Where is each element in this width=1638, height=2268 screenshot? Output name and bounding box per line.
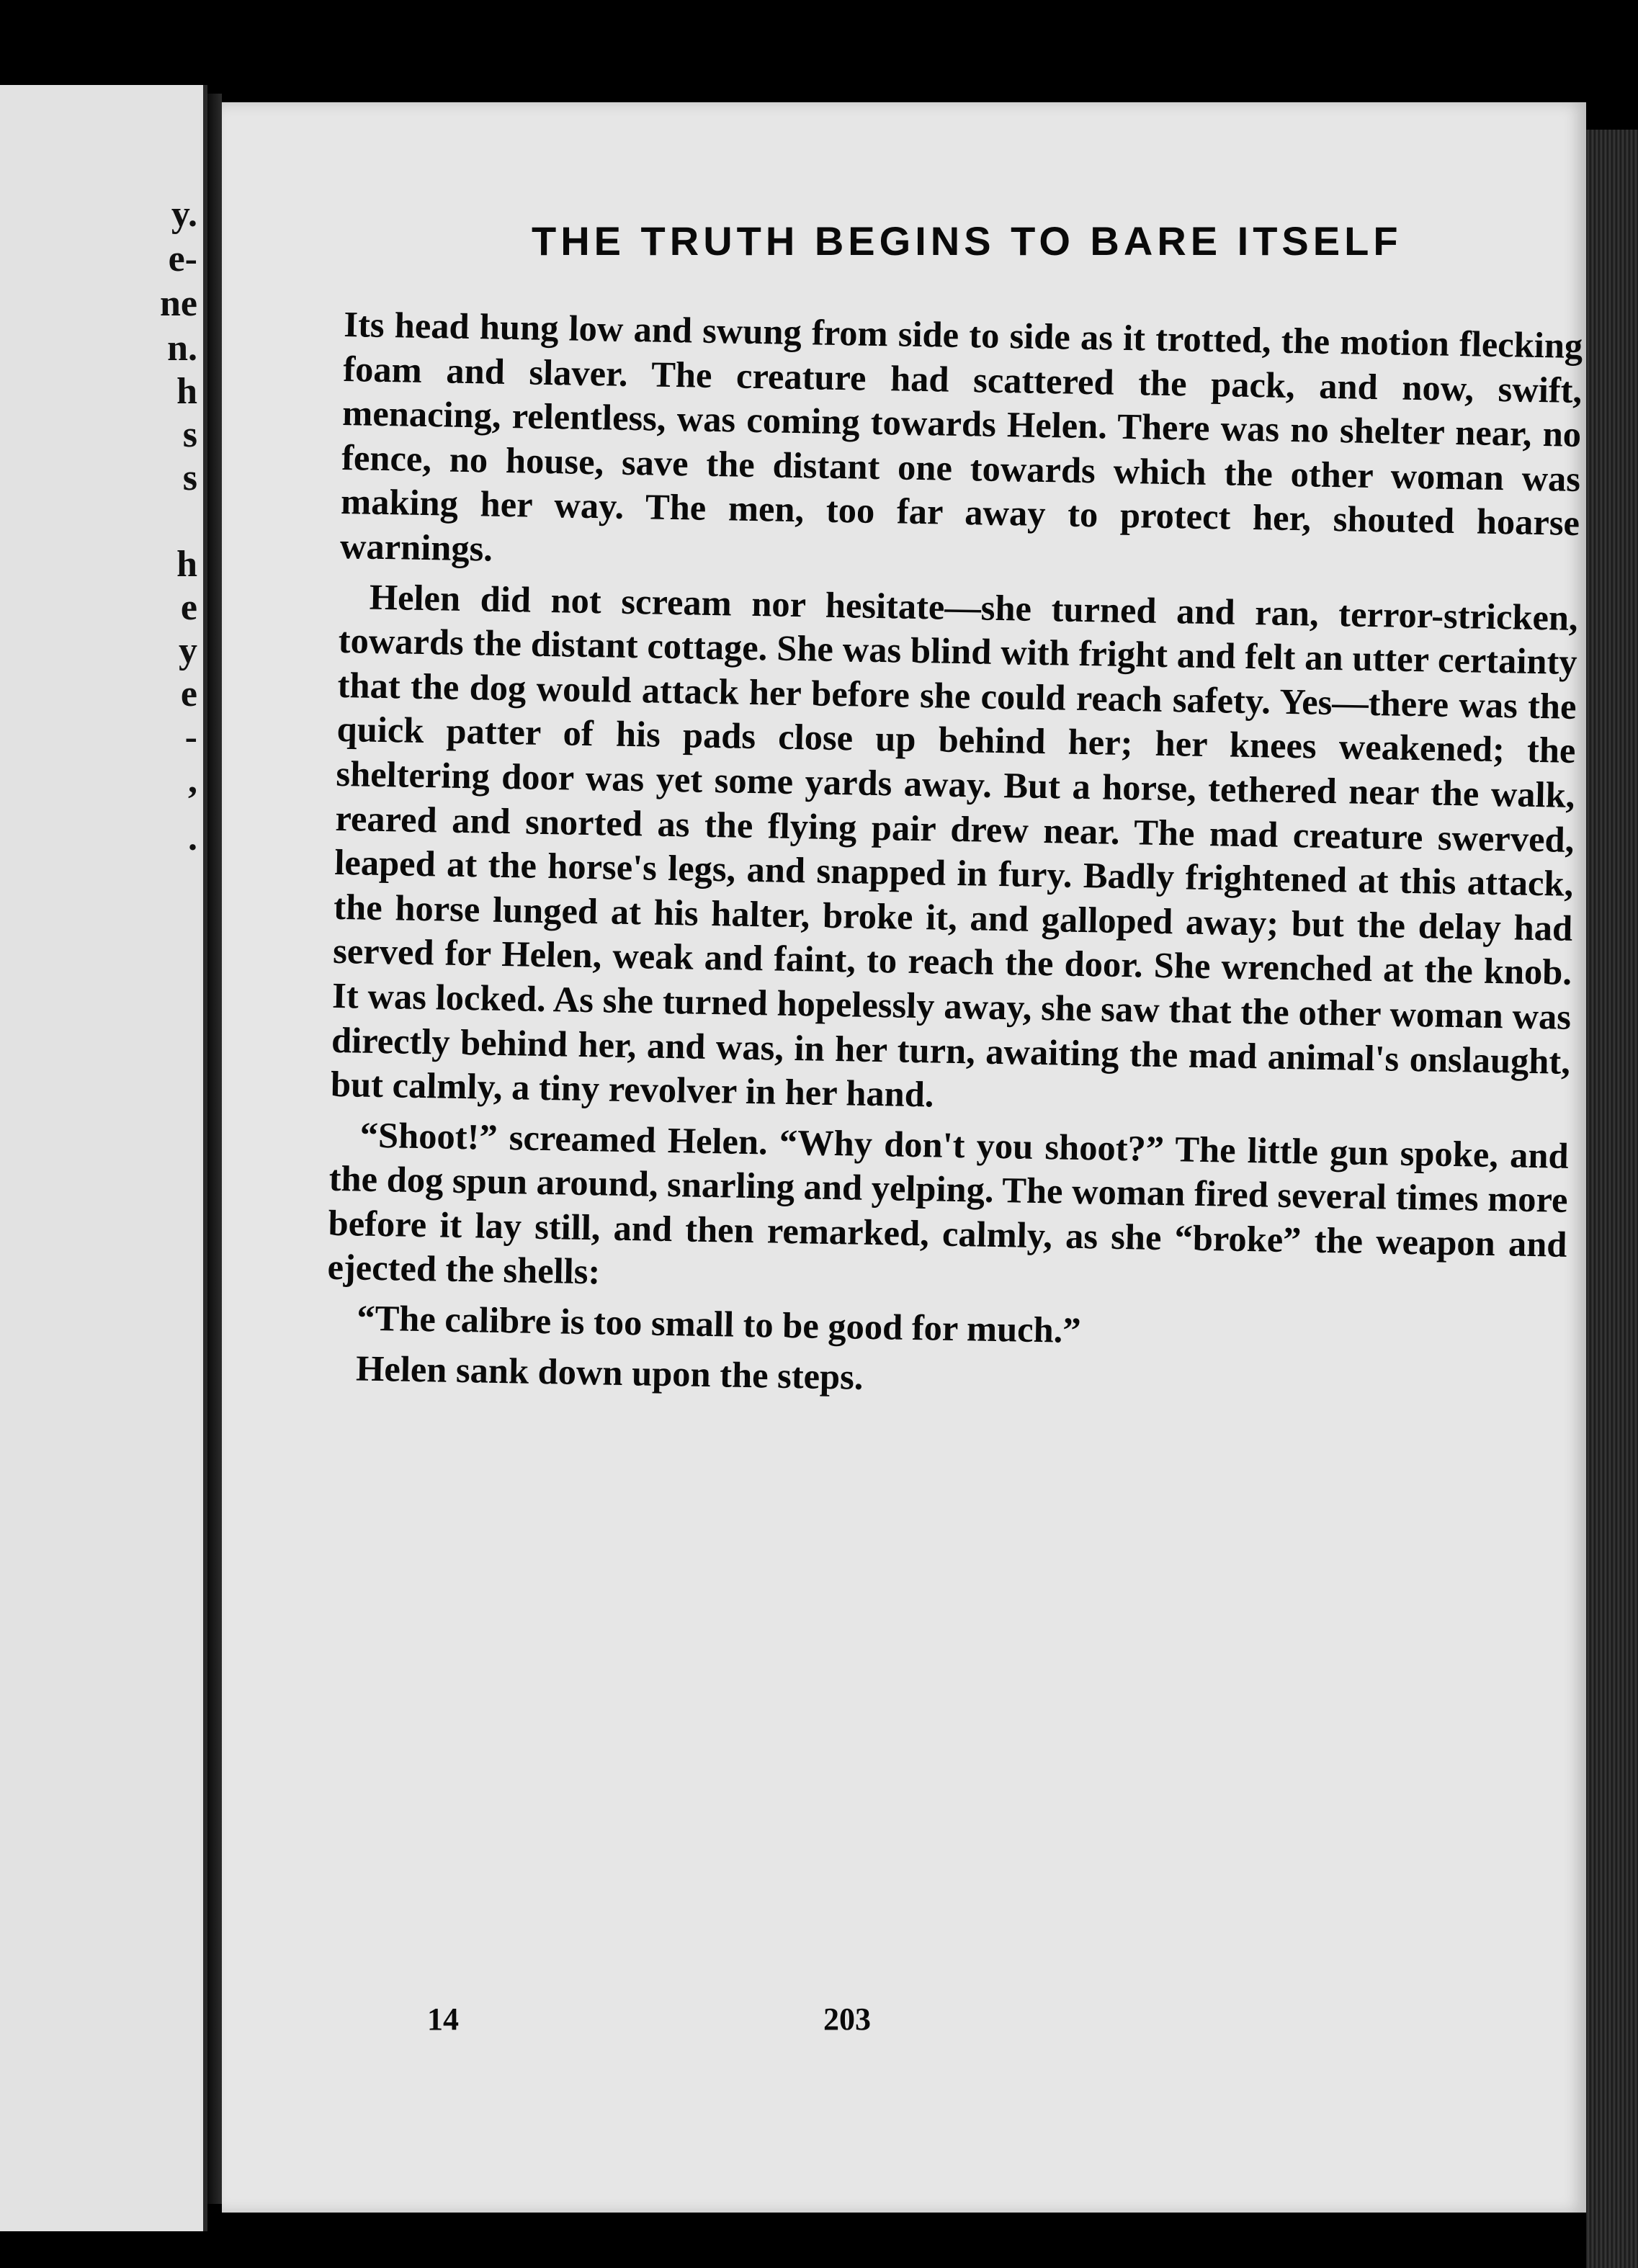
- signature-mark: 14: [427, 2002, 459, 2037]
- facing-page-fragment: ne: [160, 283, 197, 324]
- facing-page-fragment: .: [188, 817, 197, 859]
- facing-page-fragment: e: [180, 587, 197, 628]
- facing-page-fragment: y: [179, 630, 197, 671]
- facing-page-fragment: s: [182, 414, 197, 455]
- facing-page-fragment: n.: [167, 328, 197, 369]
- paragraph: Its head hung low and swung from side to side as it trotted, the motion flecking foam and slaver. The creature had scattered the pack, and now, swift, menacing, relentless, was coming towards Helen. There was no shelter near, no fence, no house, save the distant one towards which the other woman was making her way. The men, too far away to protect her, shouted hoarse warnings.: [339, 303, 1583, 569]
- facing-page-fragment: e-: [168, 238, 197, 279]
- facing-page-fragment: s: [182, 457, 197, 498]
- paragraph: “The calibre is too small to be good for much.”: [356, 1297, 1082, 1351]
- facing-page: [0, 85, 207, 2231]
- book-page: [222, 102, 1586, 2213]
- facing-page-fragment: h: [176, 544, 197, 585]
- facing-page-fragment: h: [176, 371, 197, 412]
- facing-page-fragment: ,: [188, 760, 197, 801]
- book-gutter: [207, 94, 222, 2204]
- body-text: [326, 302, 1583, 1412]
- page-stack-edge: [1586, 130, 1638, 2268]
- page-number: 203: [823, 2002, 871, 2037]
- paragraph: “Shoot!” screamed Helen. “Why don't you shoot?” The little gun spoke, and the dog spun around, snarling and yelping. The woman fired several times more before it lay still, and then remarked, calmly, as she “broke” the weapon and ejected the shells:: [327, 1114, 1570, 1292]
- facing-page-fragment: y.: [171, 194, 197, 235]
- paragraph: Helen sank down upon the steps.: [355, 1348, 864, 1397]
- facing-page-fragment: e: [180, 673, 197, 714]
- paragraph: Helen did not scream nor hesitate—she turned and ran, terror-stricken, towards the distant cottage. She was blind with fright and felt an utter certainty that the dog would attack her before she could reach safety. Yes—there was the quick patter of his pads close up behind her; her knees weakened; the sheltering door was yet some yards away. But a horse, tethered near the walk, reared and snorted as the flying pair drew near. The mad creature swerved, leaped at the horse's legs, and snapped in fury. Badly frightened at this attack, the horse lunged at his halter, broke it, and galloped away; but the delay had served for Helen, weak and faint, to reach the door. She wrenched at the knob. It was locked. As she turned hopelessly away, she saw that the other woman was directly behind her, and was, in her turn, awaiting the mad animal's onslaught, but calmly, a tiny revolver in her hand.: [330, 576, 1579, 1115]
- running-head: THE TRUTH BEGINS TO BARE ITSELF: [532, 218, 1402, 264]
- facing-page-fragment: -: [184, 717, 197, 758]
